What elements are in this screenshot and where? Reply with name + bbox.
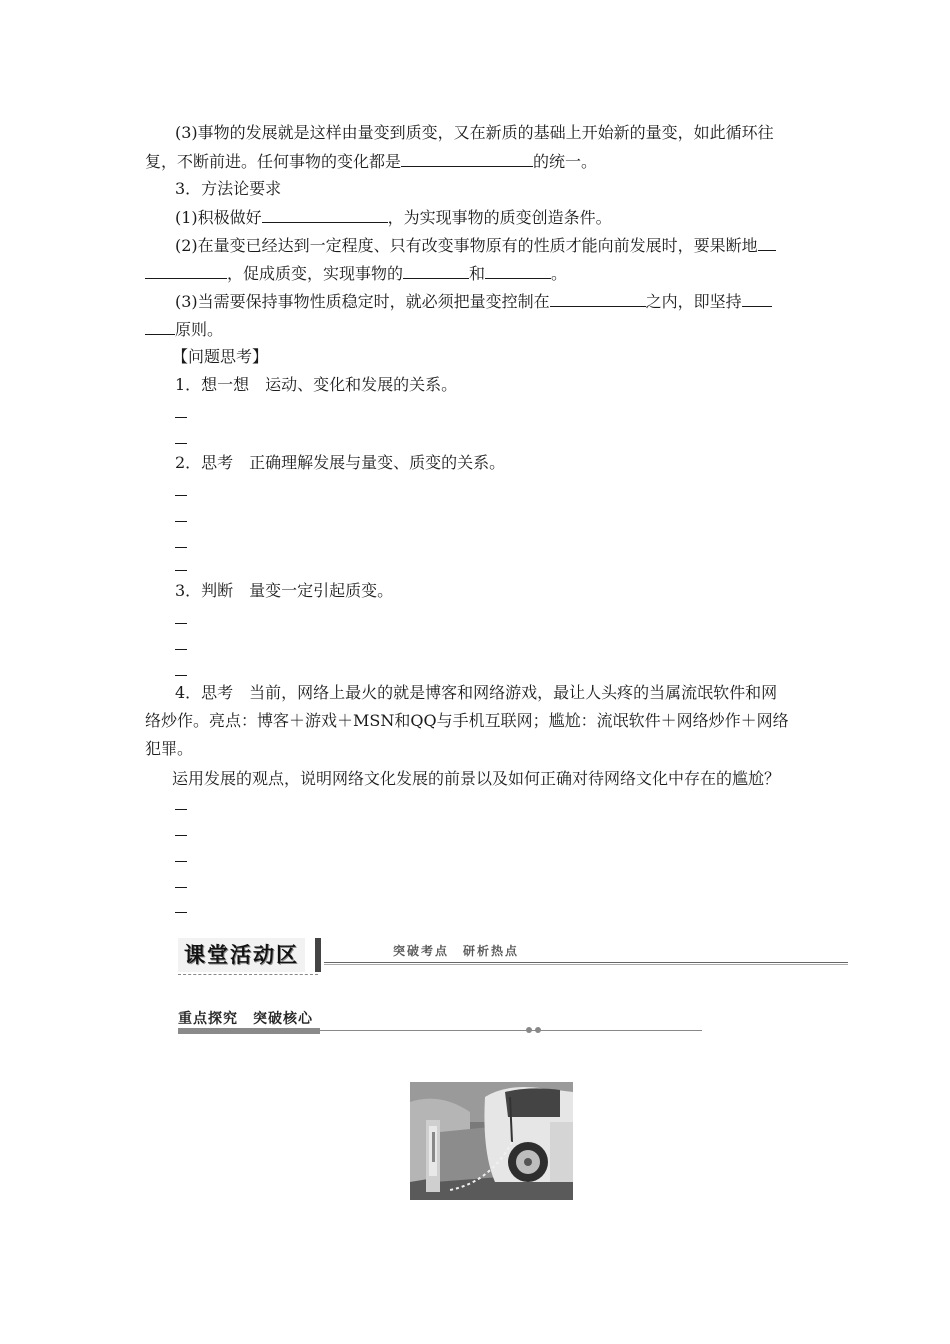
text: 4．思考 当前，网络上最火的就是博客和网络游戏，最让人头疼的当属流氓软件和网 bbox=[175, 683, 778, 702]
answer-line[interactable] bbox=[175, 912, 187, 913]
text-line bbox=[175, 234, 805, 256]
text: 复，不断前进。任何事物的变化都是 bbox=[145, 152, 402, 171]
text: 3．判断 量变一定引起质变。 bbox=[175, 581, 394, 600]
question-2 bbox=[175, 452, 805, 474]
answer-line[interactable] bbox=[175, 443, 187, 444]
answer-line[interactable] bbox=[175, 835, 187, 836]
question-3 bbox=[175, 580, 805, 602]
text: 1．想一想 运动、变化和发展的关系。 bbox=[175, 375, 458, 394]
electric-car-charging-photo bbox=[410, 1082, 573, 1200]
text-line bbox=[145, 710, 805, 732]
text: ，为实现事物的质变创造条件。 bbox=[387, 208, 612, 227]
text-line bbox=[175, 290, 805, 312]
text-line bbox=[145, 738, 805, 760]
section-banner bbox=[178, 938, 848, 974]
fill-blank[interactable] bbox=[262, 206, 388, 223]
subsection-rule bbox=[320, 1030, 702, 1031]
dot-icon bbox=[526, 1027, 532, 1033]
answer-line[interactable] bbox=[175, 570, 187, 571]
text-line bbox=[175, 122, 805, 144]
answer-line[interactable] bbox=[175, 675, 187, 676]
text: (2)在量变已经达到一定程度、只有改变事物原有的性质才能向前发展时，要果断地 bbox=[175, 236, 758, 255]
banner-title: 课堂活动区 bbox=[178, 938, 305, 972]
text: ，促成质变，实现事物的 bbox=[227, 264, 404, 283]
text-line bbox=[145, 318, 805, 340]
text: 犯罪。 bbox=[145, 739, 194, 758]
text: 络炒作。亮点：博客＋游戏＋MSN和QQ与手机互联网；尴尬：流氓软件＋网络炒作＋网络 bbox=[145, 711, 789, 730]
question-4 bbox=[175, 682, 805, 704]
subsection-header bbox=[178, 1008, 548, 1036]
fill-blank[interactable] bbox=[401, 150, 533, 167]
photo-image bbox=[410, 1082, 573, 1200]
banner-rule bbox=[324, 964, 848, 965]
text: 。 bbox=[551, 264, 568, 283]
answer-line[interactable] bbox=[175, 649, 187, 650]
fill-blank[interactable] bbox=[145, 262, 227, 279]
fill-blank[interactable] bbox=[145, 318, 175, 335]
fill-blank[interactable] bbox=[485, 262, 551, 279]
text: 2．思考 正确理解发展与量变、质变的关系。 bbox=[175, 453, 506, 472]
answer-line[interactable] bbox=[175, 547, 187, 548]
banner-dashed-rule bbox=[178, 974, 318, 975]
subsection-bar bbox=[178, 1028, 320, 1034]
text-line bbox=[145, 150, 805, 172]
section-heading bbox=[172, 346, 832, 368]
text: 的统一。 bbox=[533, 152, 598, 171]
answer-line[interactable] bbox=[175, 623, 187, 624]
dot-icon bbox=[535, 1027, 541, 1033]
text-line bbox=[172, 768, 832, 790]
text-line bbox=[145, 262, 805, 284]
answer-line[interactable] bbox=[175, 495, 187, 496]
text: 原则。 bbox=[175, 320, 224, 339]
text: 3．方法论要求 bbox=[175, 179, 282, 198]
fill-blank[interactable] bbox=[742, 290, 772, 307]
text-line bbox=[175, 206, 805, 228]
fill-blank[interactable] bbox=[758, 234, 776, 251]
banner-divider bbox=[315, 938, 321, 972]
text: (3)事物的发展就是这样由量变到质变，又在新质的基础上开始新的量变，如此循环往 bbox=[175, 123, 774, 142]
answer-line[interactable] bbox=[175, 521, 187, 522]
banner-rule bbox=[324, 962, 848, 963]
banner-subtitle: 突破考点 研析热点 bbox=[393, 944, 520, 958]
subsection-title: 重点探究 突破核心 bbox=[178, 1011, 313, 1027]
answer-line[interactable] bbox=[175, 887, 187, 888]
text: 之内，即坚持 bbox=[645, 292, 742, 311]
answer-line[interactable] bbox=[175, 809, 187, 810]
question-1 bbox=[175, 374, 805, 396]
text: (1)积极做好 bbox=[175, 208, 262, 227]
text: 和 bbox=[469, 264, 486, 283]
text-line bbox=[175, 178, 805, 200]
fill-blank[interactable] bbox=[403, 262, 469, 279]
fill-blank[interactable] bbox=[550, 290, 646, 307]
text: 【问题思考】 bbox=[172, 347, 269, 366]
text: (3)当需要保持事物性质稳定时，就必须把量变控制在 bbox=[175, 292, 550, 311]
text: 运用发展的观点，说明网络文化发展的前景以及如何正确对待网络文化中存在的尴尬？ bbox=[172, 769, 781, 788]
answer-line[interactable] bbox=[175, 417, 187, 418]
answer-line[interactable] bbox=[175, 861, 187, 862]
